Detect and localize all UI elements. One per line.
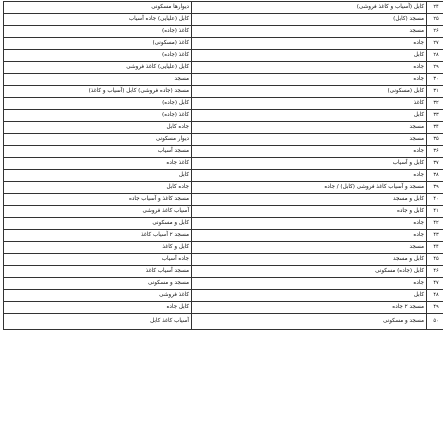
value-cell: آسیاب کاغذ فروشی [4,206,192,218]
row-number-cell: ۳۰ [427,74,443,86]
row-number-cell: ۴۹ [427,302,443,314]
data-table-wrapper [3,1,438,330]
row-number-cell: ۴۱ [427,206,443,218]
row-number-cell: ۳۷ [427,158,443,170]
value-cell: مسجد آسیاب [4,146,192,158]
row-number-cell: ۴۲ [427,218,443,230]
description-cell: جاده [192,62,427,74]
table-row [4,110,443,122]
row-number-cell: ۲۵ [427,14,443,26]
table-row [4,182,443,194]
table-row [4,122,443,134]
table-row [4,50,443,62]
row-number-cell: ۲۸ [427,50,443,62]
description-cell: کابل [192,50,427,62]
description-cell: جاده [192,170,427,182]
row-number-cell: ۵۰ [427,314,443,330]
table-row [4,242,443,254]
row-number-cell: ۳۳ [427,110,443,122]
description-cell: مسجد ۲ جاده [192,302,427,314]
row-number-cell: ۳۸ [427,170,443,182]
value-cell: کابل (جاده) [4,98,192,110]
description-cell: کابل و جاده [192,206,427,218]
value-cell: جاده آسیاب [4,254,192,266]
table-row [4,266,443,278]
row-number-cell: ۳۴ [427,122,443,134]
description-cell: مسجد [192,242,427,254]
description-cell: مسجد و آسیاب کاغذ فروشی (کابل) / جاده [192,182,427,194]
table-row [4,290,443,302]
value-cell: دیوار مسکونی [4,134,192,146]
table-row [4,170,443,182]
value-cell: کابل و مسکونی [4,218,192,230]
table-row [4,218,443,230]
description-cell: مسجد [192,134,427,146]
table-row [4,98,443,110]
table-row [4,230,443,242]
value-cell: کابل [4,170,192,182]
description-cell: کابل [192,290,427,302]
table-row [4,194,443,206]
table-body [4,2,443,330]
table-row [4,254,443,266]
description-cell: مسجد [192,122,427,134]
row-number-cell: ۴۶ [427,266,443,278]
row-number-cell: ۳۱ [427,86,443,98]
table-row [4,38,443,50]
table-row [4,2,443,14]
description-cell: کابل و مسجد [192,194,427,206]
table-row [4,158,443,170]
table-row [4,206,443,218]
row-number-cell: ۴۳ [427,230,443,242]
description-cell: کابل (آسیاب و کاغذ فروشی) [192,2,427,14]
value-cell: کاغذ (جاده) [4,110,192,122]
description-cell: کاغذ [192,98,427,110]
value-cell: کابل و کاغذ [4,242,192,254]
value-cell: کابل (علیایی) جاده آسیاب [4,14,192,26]
description-cell: جاده [192,218,427,230]
description-cell: جاده [192,278,427,290]
row-number-cell: ۴۰ [427,194,443,206]
row-number-cell: ۳۶ [427,146,443,158]
value-cell: مسجد آسیاب کاغذ [4,266,192,278]
table-row [4,302,443,314]
value-cell: مسجد و مسکونی [4,278,192,290]
row-number-cell: ۳۵ [427,134,443,146]
row-number-cell: ۲۷ [427,38,443,50]
description-cell: جاده [192,230,427,242]
description-cell: جاده [192,74,427,86]
table-row [4,134,443,146]
table-row [4,74,443,86]
description-cell: کابل و مسجد [192,254,427,266]
description-cell: کابل (جاده) مسکونی [192,266,427,278]
value-cell: آسیاب کاغذ کابل [4,314,192,330]
value-cell: مسجد (جاده فروشی) کابل (آسیاب و کاغذ) [4,86,192,98]
description-cell: کابل (مسکونی) [192,86,427,98]
row-number-cell: ۴۸ [427,290,443,302]
row-number-cell: ۲۶ [427,26,443,38]
value-cell: جاده کابل [4,122,192,134]
value-cell: جاده کابل [4,182,192,194]
description-cell: مسجد (کابل) [192,14,427,26]
description-cell: مسجد [192,26,427,38]
row-number-cell: ۳۹ [427,182,443,194]
value-cell: کاغذ (جاده) [4,26,192,38]
table-row [4,86,443,98]
value-cell: مسجد کاغذ و آسیاب جاده [4,194,192,206]
data-table [3,1,443,330]
table-row [4,278,443,290]
value-cell: کاغذ (جاده) [4,50,192,62]
row-number-cell: ۳۲ [427,98,443,110]
value-cell: مسجد ۲ آسیاب کاغذ [4,230,192,242]
table-row [4,62,443,74]
description-cell: جاده [192,38,427,50]
description-cell: کابل و آسیاب [192,158,427,170]
table-row [4,314,443,330]
row-number-cell: ۲۹ [427,62,443,74]
table-row [4,146,443,158]
value-cell: مسجد [4,74,192,86]
value-cell: کابل جاده [4,302,192,314]
row-number-cell: ۴۷ [427,278,443,290]
value-cell: کاغذ (مسکونی) [4,38,192,50]
table-row [4,26,443,38]
row-number-cell: ۴۵ [427,254,443,266]
row-number-cell: ۲۴ [427,2,443,14]
description-cell: مسجد و مسکونی [192,314,427,330]
description-cell: کابل [192,110,427,122]
row-number-cell: ۴۴ [427,242,443,254]
table-row [4,14,443,26]
value-cell: دیوارها مسکونی [4,2,192,14]
value-cell: کاغذ فروشی [4,290,192,302]
value-cell: کابل (علیایی) کاغذ فروشی [4,62,192,74]
description-cell: جاده [192,146,427,158]
value-cell: کاغذ جاده [4,158,192,170]
